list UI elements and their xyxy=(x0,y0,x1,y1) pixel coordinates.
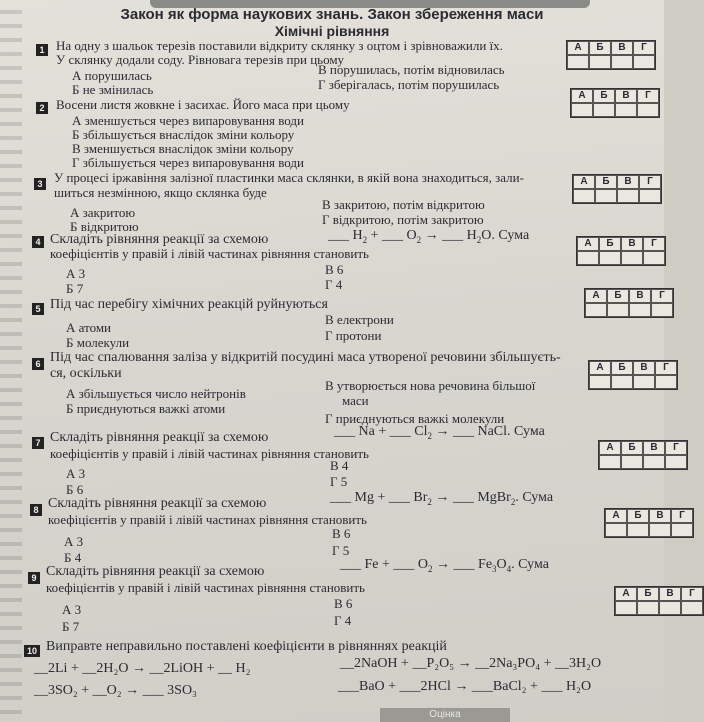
question-text: Восени листя жовкне і засихає. Його маса при цьому xyxy=(56,97,350,112)
answer-cell[interactable] xyxy=(573,189,595,203)
answer-cell[interactable] xyxy=(639,189,661,203)
question-text: У склянку додали соду. Рівновага терезів при цьому xyxy=(56,52,345,67)
answer-cell[interactable] xyxy=(681,601,703,615)
question-text: Під час спалювання заліза у відкритій посудині маса утвореної речовини збільшуєть- xyxy=(50,350,561,365)
question-text: ся, оскільки xyxy=(50,366,122,381)
option-c[interactable]: В закритою, потім відкритою xyxy=(322,197,485,212)
answer-cell[interactable] xyxy=(649,523,671,537)
answer-cell[interactable] xyxy=(589,55,611,69)
answer-grid[interactable] xyxy=(566,40,656,70)
option-a[interactable]: А 3 xyxy=(64,534,84,549)
answer-cell[interactable] xyxy=(633,55,655,69)
answer-cell[interactable] xyxy=(659,601,681,615)
option-b[interactable]: Б відкритою xyxy=(70,219,139,234)
answer-cell[interactable] xyxy=(621,455,643,469)
option-c[interactable]: В 4 xyxy=(330,458,349,473)
answer-cell[interactable] xyxy=(629,303,651,317)
question-text: Складіть рівняння реакції за схемою xyxy=(48,496,267,511)
reaction-scheme: ___ Mg + ___ $Br_2$ → ___ MgBr$_2$. Сума xyxy=(330,490,554,507)
option-a[interactable]: А збільшується число нейтронів xyxy=(66,386,246,401)
question-text: коефіцієнтів у правій і лівій частинах рівняння становить xyxy=(48,512,367,527)
option-b[interactable]: Б молекули xyxy=(66,335,130,350)
grid-letter-b: Б xyxy=(627,509,649,523)
reaction-scheme: ___ Na + ___ $Cl_2$ → ___ NaCl. Сума xyxy=(334,424,545,441)
option-d[interactable]: Г 5 xyxy=(330,474,348,489)
question-text: Виправте неправильно поставлені коефіцієнти в рівняннях реакцій xyxy=(46,639,447,654)
option-a[interactable]: А 3 xyxy=(66,466,86,481)
answer-cell[interactable] xyxy=(571,103,593,117)
answer-cell[interactable] xyxy=(611,55,633,69)
grid-letter-a: А xyxy=(599,441,621,455)
answer-grid[interactable] xyxy=(572,174,662,204)
answer-cell[interactable] xyxy=(637,601,659,615)
question-number: 1 xyxy=(36,44,48,56)
grid-letter-a: А xyxy=(615,587,637,601)
equation-3[interactable]: __3SO₂ + __O₂ → ___ 3SO₃ xyxy=(34,683,197,698)
question-number: 9 xyxy=(28,572,40,584)
grade-tab: Оцінка xyxy=(380,708,510,722)
grid-letter-b: Б xyxy=(593,89,615,103)
grid-letter-a: А xyxy=(585,289,607,303)
option-d[interactable]: Г протони xyxy=(325,328,382,343)
question-number: 10 xyxy=(24,645,40,657)
answer-cell[interactable] xyxy=(615,103,637,117)
grid-letter-c: В xyxy=(615,89,637,103)
question-text: Під час перебігу хімічних реакцій руйнуються xyxy=(50,297,328,312)
answer-grid[interactable] xyxy=(584,288,674,318)
option-a[interactable]: А 3 xyxy=(66,266,86,281)
grid-letter-c: В xyxy=(611,41,633,55)
equation-2[interactable]: __2NaOH + __P₂O₅ → __2Na₃PO₄ + __3H₂O xyxy=(340,656,602,671)
option-b[interactable]: Б 7 xyxy=(66,281,84,296)
option-d[interactable]: Г 4 xyxy=(325,277,343,292)
option-d[interactable]: Г зберігалась, потім порушилась xyxy=(318,77,500,92)
option-a[interactable]: А 3 xyxy=(62,602,82,617)
answer-cell[interactable] xyxy=(643,251,665,265)
grid-letter-a: А xyxy=(577,237,599,251)
question-number: 2 xyxy=(36,102,48,114)
question-number: 4 xyxy=(32,236,44,248)
answer-cell[interactable] xyxy=(615,601,637,615)
option-c-cont: маси xyxy=(342,393,369,408)
grid-letter-a: А xyxy=(571,89,593,103)
answer-cell[interactable] xyxy=(567,55,589,69)
grid-letter-d: Г xyxy=(643,237,665,251)
grid-letter-c: В xyxy=(659,587,681,601)
question-text: Складіть рівняння реакції за схемою xyxy=(46,564,265,579)
binding-edge xyxy=(0,0,22,722)
option-b[interactable]: Б не змінилась xyxy=(72,82,154,97)
question-number: 8 xyxy=(30,504,42,516)
grid-letter-a: А xyxy=(573,175,595,189)
grid-letter-b: Б xyxy=(607,289,629,303)
answer-cell[interactable] xyxy=(617,189,639,203)
option-b[interactable]: Б 6 xyxy=(66,482,84,497)
option-a[interactable]: А зменшується через випаровування води xyxy=(72,113,305,128)
question-text: Складіть рівняння реакції за схемою xyxy=(50,430,269,445)
question-number: 3 xyxy=(34,178,46,190)
question-text: На одну з шальок терезів поставили відкриту склянку з оцтом і зрівноважили їх. xyxy=(56,38,503,53)
reaction-scheme: ___ $H_2$ + ___ $O_2$ → ___ $H_2O$. Сума xyxy=(328,228,530,245)
answer-cell[interactable] xyxy=(605,523,627,537)
option-b[interactable]: Б 4 xyxy=(64,550,82,565)
grid-letter-c: В xyxy=(621,237,643,251)
option-b[interactable]: Б 7 xyxy=(62,619,80,634)
grid-letter-b: Б xyxy=(595,175,617,189)
grid-letter-b: Б xyxy=(611,361,633,375)
option-c[interactable]: В зменшується внаслідок зміни кольору xyxy=(72,141,294,156)
option-c[interactable]: В електрони xyxy=(325,312,394,327)
answer-cell[interactable] xyxy=(593,103,615,117)
question-text: У процесі іржавіння залізної пластинки маса склянки, в якій вона знаходиться, зали- xyxy=(54,170,524,185)
answer-cell[interactable] xyxy=(665,455,687,469)
answer-grid[interactable] xyxy=(598,440,688,470)
option-c[interactable]: В утворюється нова речовина більшої xyxy=(325,378,536,393)
answer-cell[interactable] xyxy=(595,189,617,203)
answer-cell[interactable] xyxy=(589,375,611,389)
option-b[interactable]: Б приєднуються важкі атоми xyxy=(66,401,226,416)
grid-letter-a: А xyxy=(567,41,589,55)
option-c[interactable]: В 6 xyxy=(325,262,344,277)
option-d[interactable]: Г приєднуються важкі молекули xyxy=(325,411,505,426)
grid-letter-d: Г xyxy=(665,441,687,455)
question-text: коефіцієнтів у правій і лівій частинах рівняння становить xyxy=(50,246,369,261)
option-d[interactable]: Г збільшується через випаровування води xyxy=(72,155,305,170)
answer-cell[interactable] xyxy=(637,103,659,117)
grid-letter-d: Г xyxy=(633,41,655,55)
question-number: 5 xyxy=(32,303,44,315)
answer-cell[interactable] xyxy=(651,303,673,317)
grid-letter-d: Г xyxy=(651,289,673,303)
grid-letter-b: Б xyxy=(637,587,659,601)
answer-grid[interactable] xyxy=(570,88,660,118)
answer-cell[interactable] xyxy=(643,455,665,469)
grid-letter-d: Г xyxy=(671,509,693,523)
question-number: 6 xyxy=(32,358,44,370)
question-text: коефіцієнтів у правій і лівій частинах рівняння становить xyxy=(50,446,369,461)
grid-letter-b: Б xyxy=(599,237,621,251)
grid-letter-a: А xyxy=(605,509,627,523)
answer-cell[interactable] xyxy=(585,303,607,317)
grid-letter-c: В xyxy=(633,361,655,375)
answer-grid[interactable] xyxy=(588,360,678,390)
grid-letter-b: Б xyxy=(621,441,643,455)
answer-grid[interactable] xyxy=(604,508,694,538)
grid-letter-b: Б xyxy=(589,41,611,55)
grid-letter-d: Г xyxy=(655,361,677,375)
grid-letter-d: Г xyxy=(637,89,659,103)
question-text: коефіцієнтів у правій і лівій частинах рівняння становить xyxy=(46,580,365,595)
question-text: шиться незмінною, якщо склянка буде xyxy=(54,185,267,200)
question-number: 7 xyxy=(32,437,44,449)
grid-letter-d: Г xyxy=(681,587,703,601)
answer-cell[interactable] xyxy=(627,523,649,537)
option-a[interactable]: А порушилась xyxy=(72,68,152,83)
question-text: Складіть рівняння реакції за схемою xyxy=(50,232,269,247)
grid-letter-c: В xyxy=(617,175,639,189)
grid-letter-c: В xyxy=(629,289,651,303)
option-c[interactable]: В 6 xyxy=(332,526,351,541)
answer-cell[interactable] xyxy=(671,523,693,537)
answer-cell[interactable] xyxy=(611,375,633,389)
answer-grid[interactable] xyxy=(576,236,666,266)
answer-cell[interactable] xyxy=(633,375,655,389)
page-subtitle: Хімічні рівняння xyxy=(274,23,390,39)
option-c[interactable]: В 6 xyxy=(334,596,353,611)
grid-letter-c: В xyxy=(643,441,665,455)
answer-cell[interactable] xyxy=(599,251,621,265)
answer-cell[interactable] xyxy=(607,303,629,317)
answer-cell[interactable] xyxy=(577,251,599,265)
answer-cell[interactable] xyxy=(655,375,677,389)
option-d[interactable]: Г 4 xyxy=(334,613,352,628)
page-title: Закон як форма наукових знань. Закон збереження маси xyxy=(120,6,544,23)
equation-1[interactable]: __2Li + __2H₂O → __2LiOH + __ H₂ xyxy=(34,661,251,676)
option-d[interactable]: Г 5 xyxy=(332,543,350,558)
grid-letter-c: В xyxy=(649,509,671,523)
answer-grid[interactable] xyxy=(614,586,704,616)
option-b[interactable]: Б збільшується внаслідок зміни кольору xyxy=(72,127,295,142)
option-a[interactable]: А атоми xyxy=(66,320,112,335)
answer-cell[interactable] xyxy=(599,455,621,469)
option-d[interactable]: Г відкритою, потім закритою xyxy=(322,212,484,227)
grid-letter-d: Г xyxy=(639,175,661,189)
equation-4[interactable]: ___BaO + ___2HCl → ___BaCl₂ + ___ H₂O xyxy=(338,679,592,694)
option-c[interactable]: В порушилась, потім відновилась xyxy=(318,62,505,77)
option-a[interactable]: А закритою xyxy=(70,205,136,220)
answer-cell[interactable] xyxy=(621,251,643,265)
reaction-scheme: ___ Fe + ___ $O_2$ → ___ $Fe_3O_4$. Сума xyxy=(340,557,549,574)
grid-letter-a: А xyxy=(589,361,611,375)
